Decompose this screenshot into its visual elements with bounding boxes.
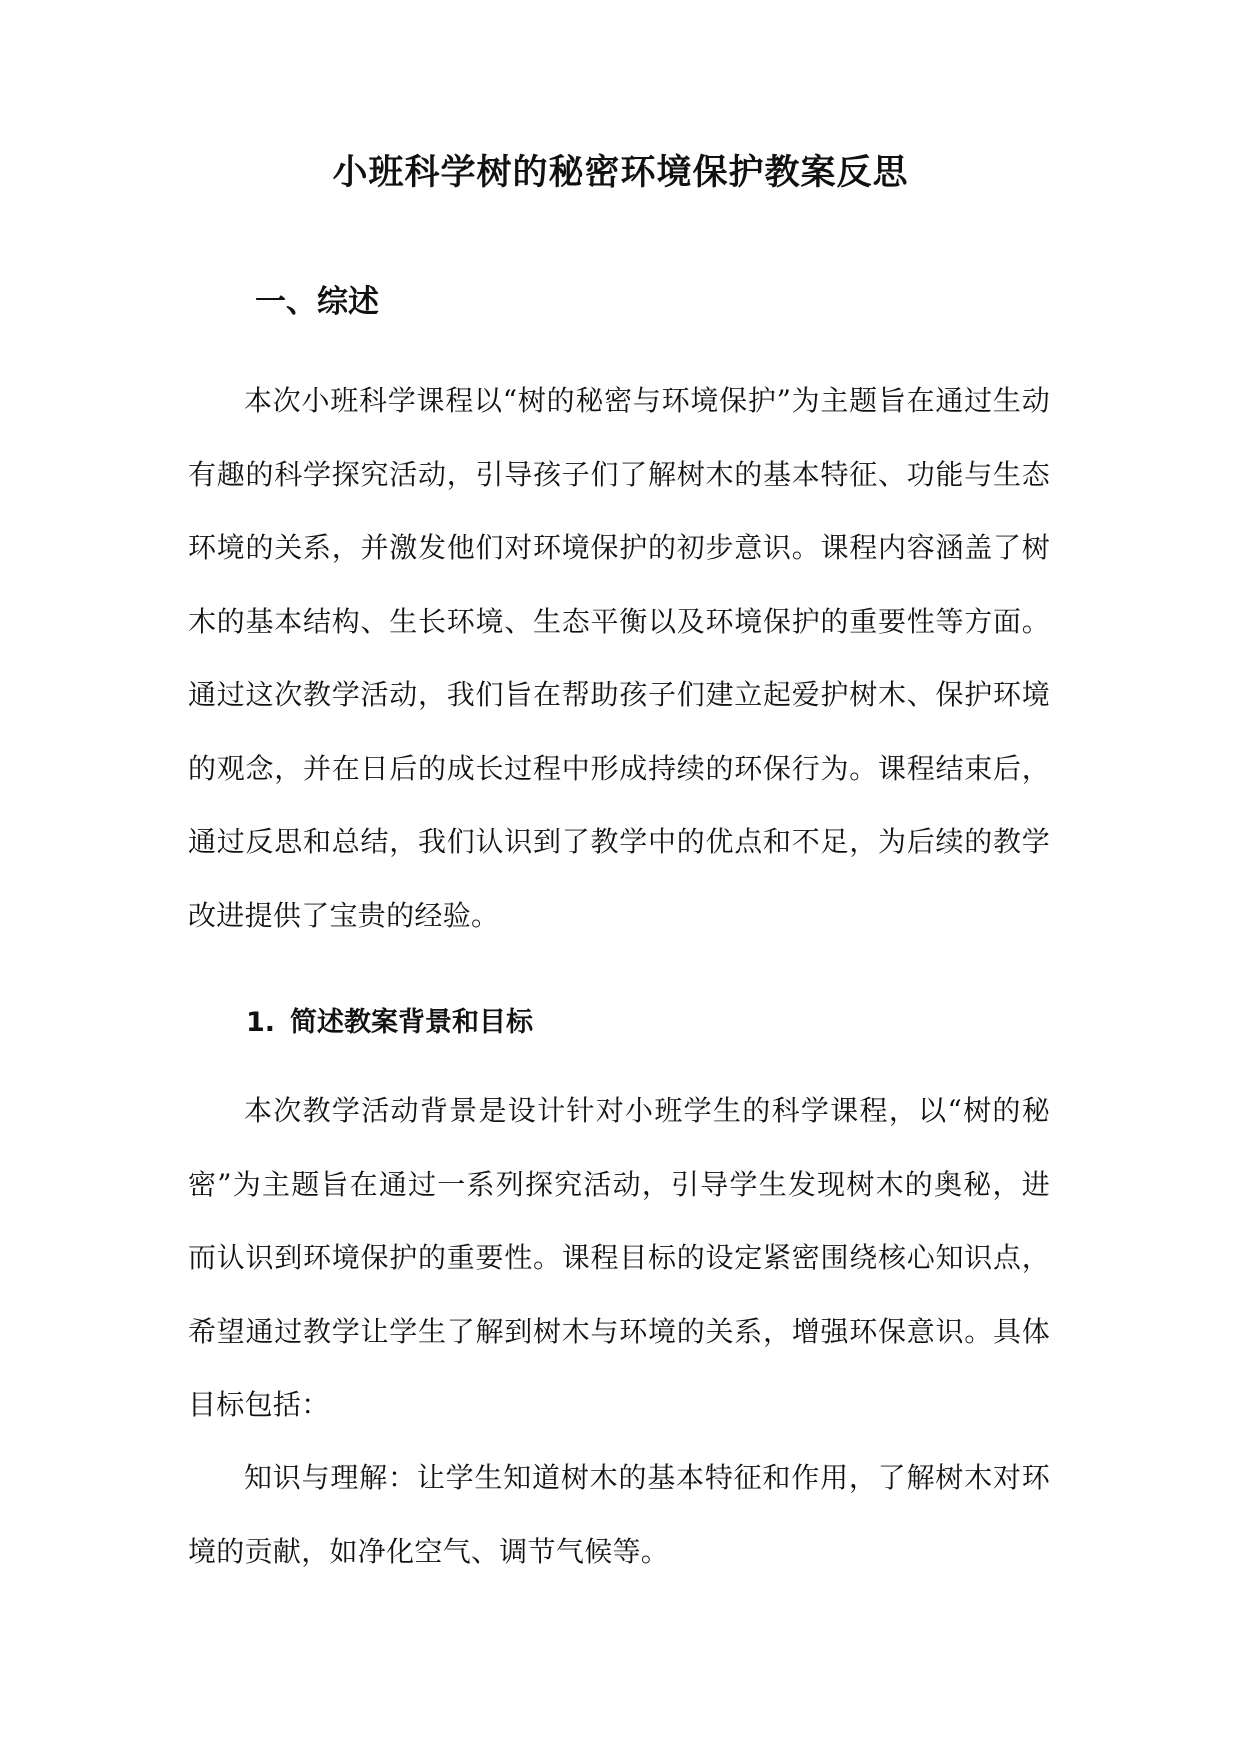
document-title: 小班科学树的秘密环境保护教案反思 bbox=[332, 152, 909, 193]
background-paragraph: 本次教学活动背景是设计针对小班学生的科学课程，以“树的秘密”为主题旨在通过一系列探究活动，引导学生发现树木的奥秘，进而认识到环境保护的重要性。课程目标的设定紧密围绕核心知识点，希望通过教学让学生了解到树木与环境的关系，增强环保意识。具体目标包括： bbox=[188, 1094, 1050, 1421]
subsection-heading-background bbox=[246, 1003, 533, 1043]
section-heading-overview: 一、综述 bbox=[255, 284, 379, 320]
subsection-heading-text: 简述教案背景和目标 bbox=[290, 1007, 533, 1038]
overview-paragraph: 本次小班科学课程以“树的秘密与环境保护”为主题旨在通过生动有趣的科学探究活动，引导孩子们了解树木的基本特征、功能与生态环境的关系，并激发他们对环境保护的初步意识。课程内容涵盖了树木的基本结构、生长环境、生态平衡以及环境保护的重要性等方面。通过这次教学活动，我们旨在帮助孩子们建立起爱护树木、保护环境的观念，并在日后的成长过程中形成持续的环保行为。课程结束后，通过反思和总结，我们认识到了教学中的优点和不足，为后续的教学改进提供了宝贵的经验。 bbox=[188, 384, 1050, 932]
knowledge-goal-paragraph: 知识与理解：让学生知道树木的基本特征和作用，了解树木对环境的贡献，如净化空气、调节气候等。 bbox=[188, 1461, 1050, 1568]
subsection-number: 1. bbox=[246, 1007, 276, 1038]
